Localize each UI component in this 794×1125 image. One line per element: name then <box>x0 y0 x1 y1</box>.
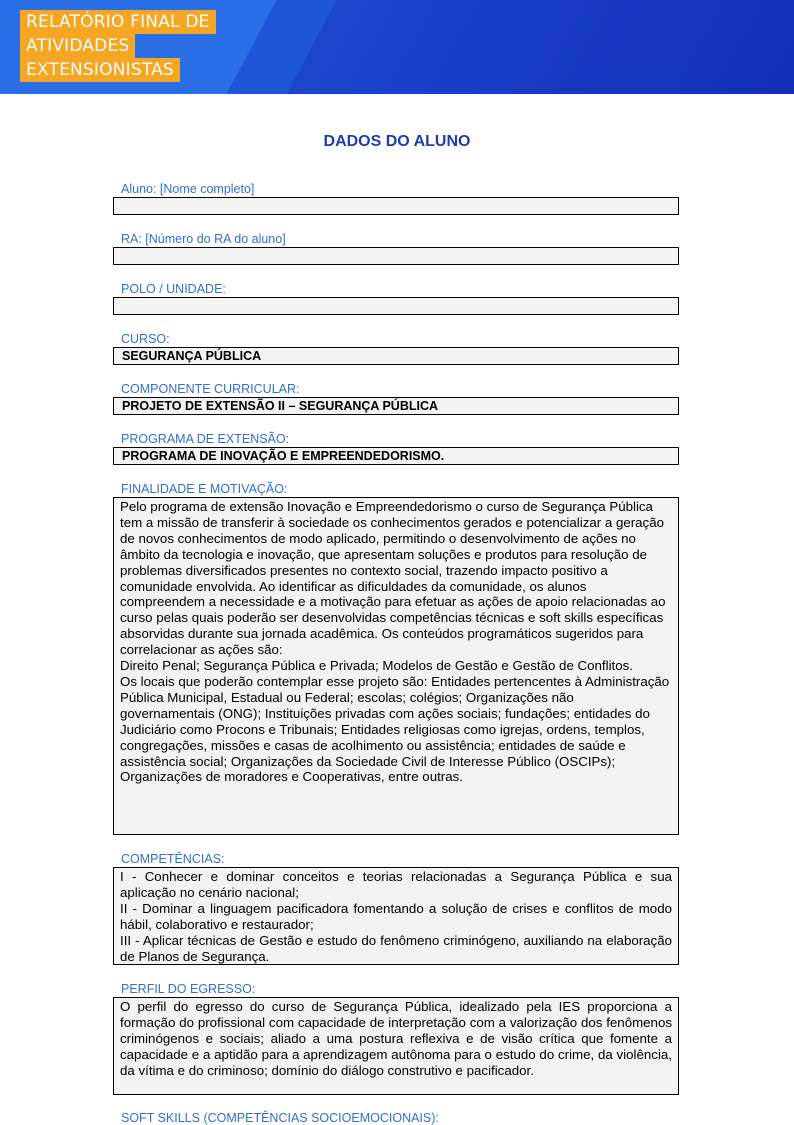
finalidade-paragraph: Pelo programa de extensão Inovação e Empreendedorismo o curso de Segurança Pública tem a missão de transferir à sociedade os conhecimentos gerados e potencializar a geração de novos conhecimentos de modo aplicado, permitindo o desenvolvimento de ações no âmbito da tecnologia e inovação, que apresentam soluções e produtos para resolução de problemas diversificados presentes no contexto social, trazendo impacto positivo a comunidade envolvida. Ao identificar as dificuldades da comunidade, os alunos compreendem a necessidade e a motivação para efetuar as ações de apoio relacionadas ao curso pelas quais poderão ser desenvolvidas competências técnicas e soft skills específicas absorvidas durante sua jornada acadêmica. Os conteúdos programáticos sugeridos para correlacionar as ações são: <box>120 499 666 658</box>
ra-field[interactable] <box>113 247 679 265</box>
section-title: DADOS DO ALUNO <box>323 133 471 150</box>
finalidade-label: FINALIDADE E MOTIVAÇÃO: <box>121 482 288 496</box>
header-banner <box>0 0 794 94</box>
aluno-field[interactable] <box>113 197 679 215</box>
aluno-label: Aluno: [Nome completo] <box>121 182 255 196</box>
competencias-label: COMPETÊNCIAS: <box>121 852 225 866</box>
ra-label: RA: [Número do RA do aluno] <box>121 232 286 246</box>
programa-label: PROGRAMA DE EXTENSÃO: <box>121 432 290 446</box>
perfil-paragraph: O perfil do egresso do curso de Segurança Pública, idealizado pela IES proporciona a formação do profissional com capacidade de interpretação com a valorização dos fenômenos criminógenos e sociais; aliado a uma postura reflexiva e de visão crítica que fomente a capacidade e a aptidão para a aprendizagem autônoma para o estudo do crime, da violência, da vítima e do criminoso; domínio do diálogo construtivo e pacificador. <box>120 999 672 1078</box>
programa-field[interactable]: PROGRAMA DE INOVAÇÃO E EMPREENDEDORISMO. <box>113 447 679 465</box>
componente-label: COMPONENTE CURRICULAR: <box>121 382 300 396</box>
componente-field[interactable]: PROJETO DE EXTENSÃO II – SEGURANÇA PÚBLICA <box>113 397 679 415</box>
polo-field[interactable] <box>113 297 679 315</box>
curso-label: CURSO: <box>121 332 170 346</box>
curso-field[interactable]: SEGURANÇA PÚBLICA <box>113 347 679 365</box>
report-title <box>20 10 216 82</box>
finalidade-paragraph: Direito Penal; Segurança Pública e Privada; Modelos de Gestão e Gestão de Conflitos. <box>120 658 633 674</box>
report-title-line-2: ATIVIDADES <box>20 34 135 58</box>
competencias-item: I - Conhecer e dominar conceitos e teorias relacionadas a Segurança Pública e sua aplicação no cenário nacional; <box>120 869 672 900</box>
competencias-textarea[interactable] <box>113 867 679 965</box>
perfil-label: PERFIL DO EGRESSO: <box>121 982 256 996</box>
report-title-line-3: EXTENSIONISTAS <box>20 58 180 82</box>
competencias-item: II - Dominar a linguagem pacificadora fomentando a solução de crises e conflitos de modo hábil, colaborativo e restaurador; <box>120 900 672 932</box>
finalidade-paragraph: Os locais que poderão contemplar esse projeto são: Entidades pertencentes à Administração Pública Municipal, Estadual ou Federal; escolas; colégios; Organizações não governamentais (ONG); Instituições privadas com ações sociais; fundações; entidades do Judiciário como Procons e Tribunais; Entidades religiosas como igrejas, ordens, templos, congregações, missões e casas de acolhimento ou assistência; entidades de saúde e assistência social; Organizações da Sociedade Civil de Interesse Público (OSCIPs); Organizações de moradores e Cooperativas, entre outras. <box>120 673 670 785</box>
report-title-line-1: RELATÓRIO FINAL DE <box>20 10 216 34</box>
soft-skills-label: SOFT SKILLS (COMPETÊNCIAS SOCIOEMOCIONAIS): <box>121 1111 439 1125</box>
perfil-textarea[interactable] <box>113 997 679 1095</box>
polo-label: POLO / UNIDADE: <box>121 282 226 296</box>
finalidade-textarea[interactable] <box>113 497 679 835</box>
competencias-item: III - Aplicar técnicas de Gestão e estudo do fenômeno criminógeno, auxiliando na elaboração de Planos de Segurança. <box>120 932 672 964</box>
